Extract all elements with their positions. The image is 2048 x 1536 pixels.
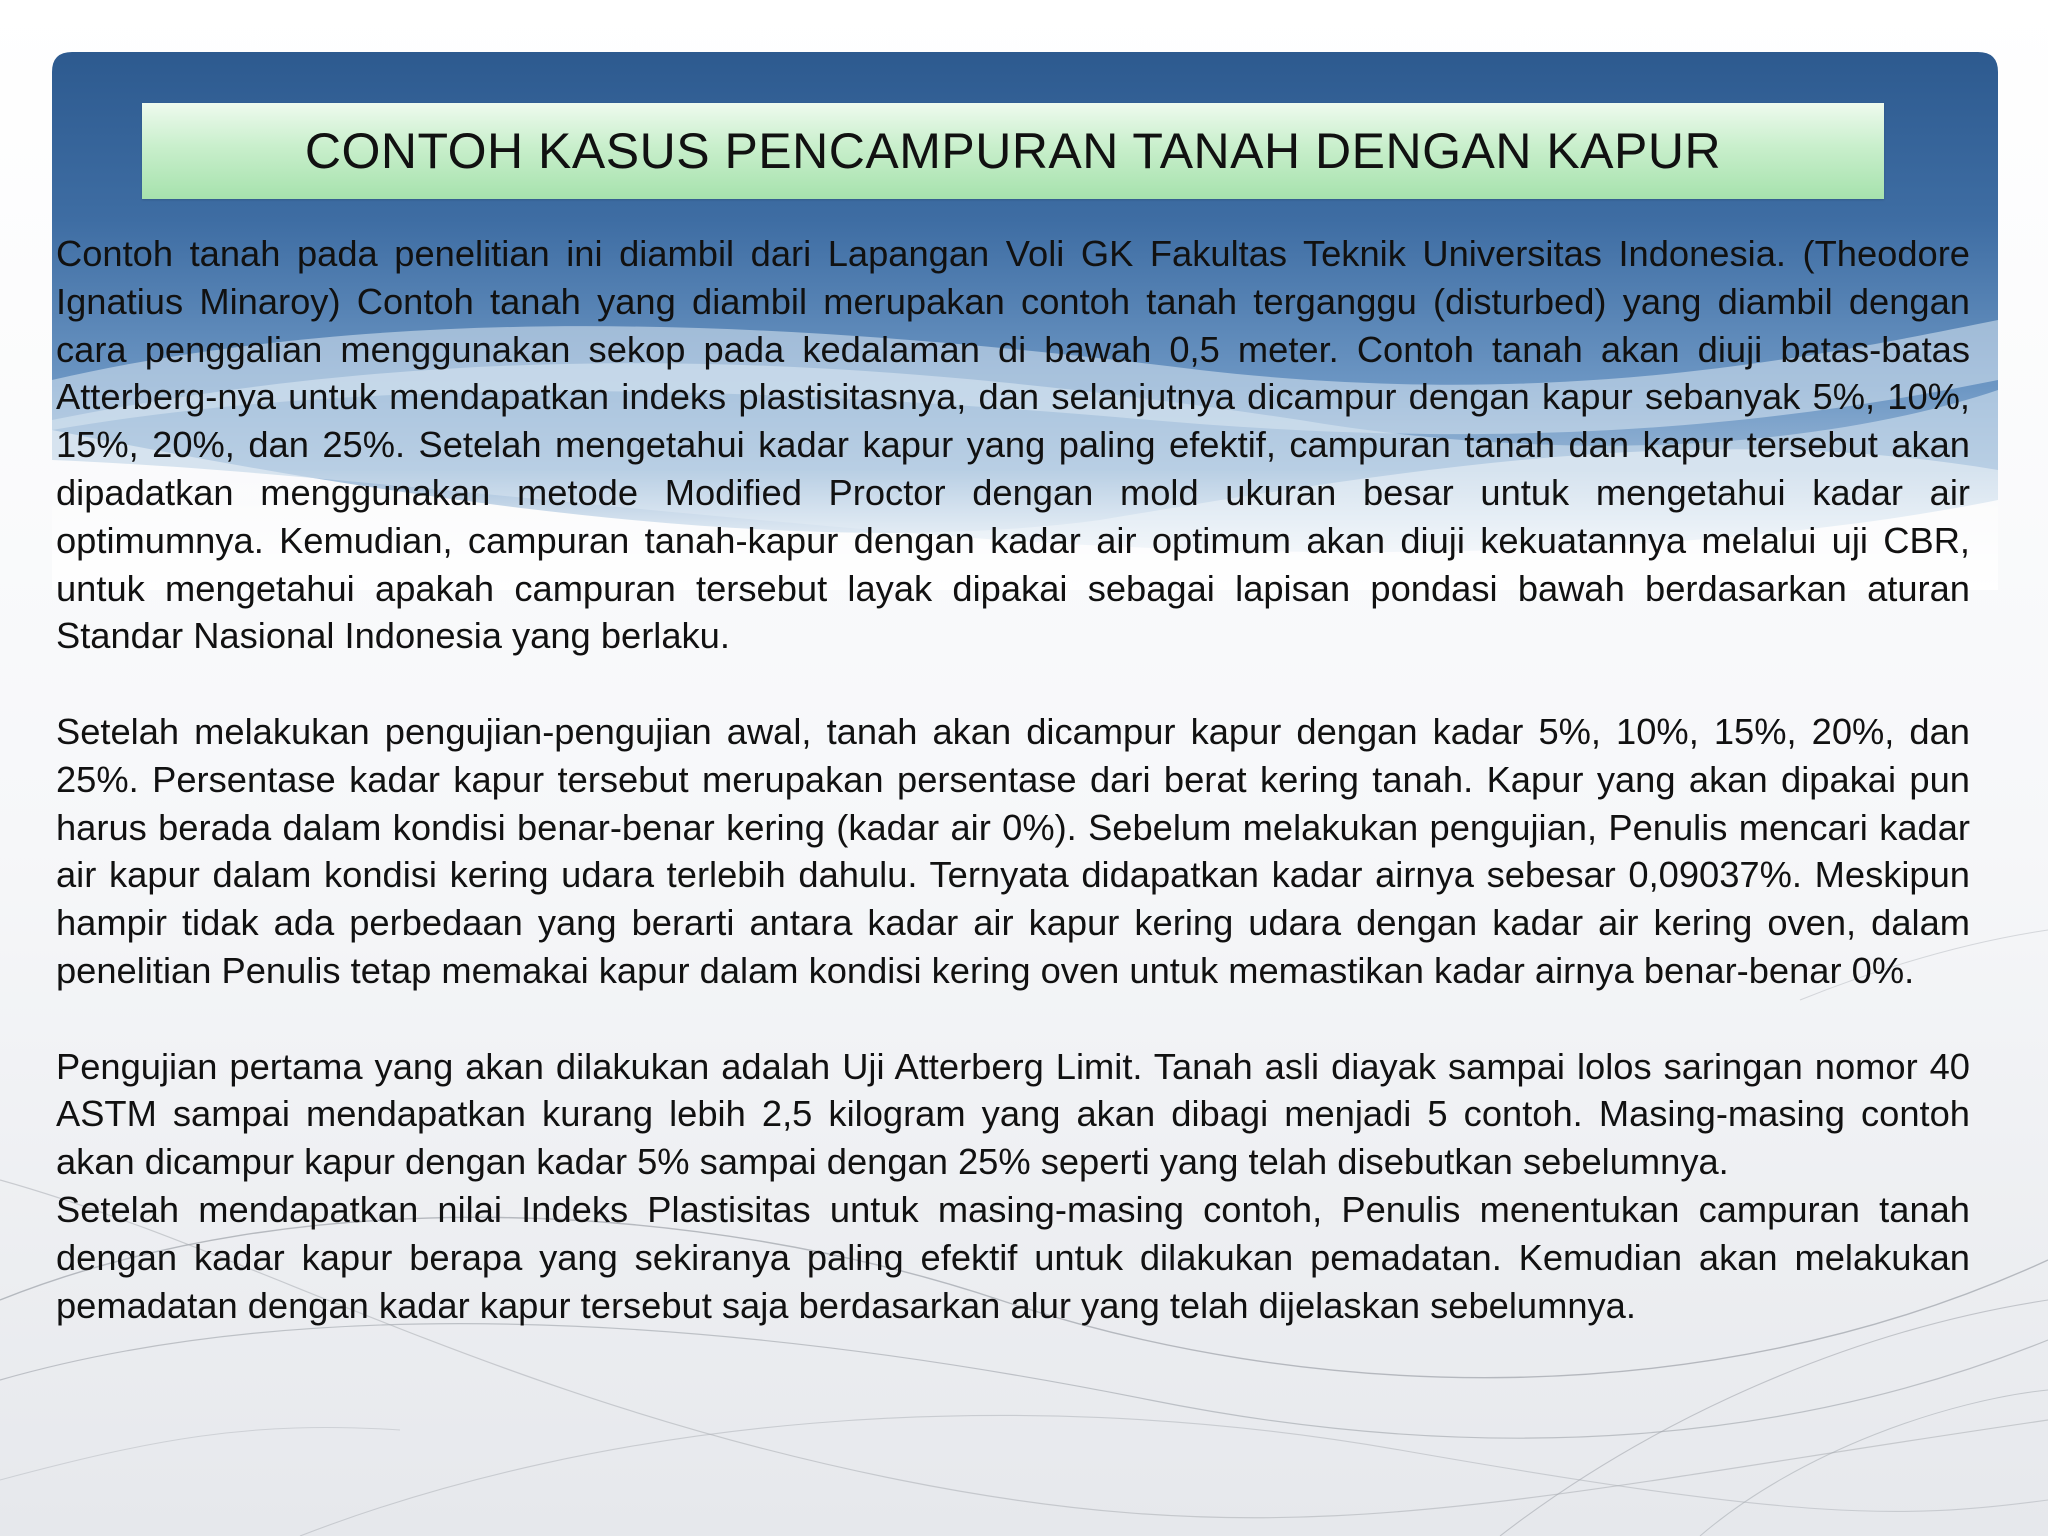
paragraph-gap xyxy=(56,660,1970,708)
paragraph-4: Setelah mendapatkan nilai Indeks Plastisitas untuk masing-masing contoh, Penulis menentukan campuran tanah dengan kadar kapur berapa yang sekiranya paling efektif untuk dilakukan pemadatan. Kemudian akan melakukan pemadatan dengan kadar kapur tersebut saja berdasarkan alur yang telah dijelaskan sebelumnya. xyxy=(56,1188,1970,1326)
slide-title: CONTOH KASUS PENCAMPURAN TANAH DENGAN KAPUR xyxy=(304,123,1722,179)
paragraph-2: Setelah melakukan pengujian-pengujian awal, tanah akan dicampur kapur dengan kadar 5%, 10%, 15%, 20%, dan 25%. Persentase kadar kapur tersebut merupakan persentase dari berat kering tanah. Kapur yang akan dipakai pun harus berada dalam kondisi benar-benar kering (kadar air 0%). Sebelum melakukan pengujian, Penulis mencari kadar air kapur dalam kondisi kering udara terlebih dahulu. Ternyata didapatkan kadar airnya sebesar 0,09037%. Meskipun hampir tidak ada perbedaan yang berarti antara kadar air kapur kering udara dengan kadar air kering oven, dalam penelitian Penulis tetap memakai kapur dalam kondisi kering oven untuk memastikan kadar airnya benar-benar 0%. xyxy=(56,710,1970,991)
paragraph-3: Pengujian pertama yang akan dilakukan adalah Uji Atterberg Limit. Tanah asli diayak sampai lolos saringan nomor 40 ASTM sampai mendapatkan kurang lebih 2,5 kilogram yang akan dibagi menjadi 5 contoh. Masing-masing contoh akan dicampur kapur dengan kadar 5% sampai dengan 25% seperti yang telah disebutkan sebelumnya. xyxy=(56,1045,1970,1183)
body-text xyxy=(56,230,1970,1329)
paragraph-1: Contoh tanah pada penelitian ini diambil dari Lapangan Voli GK Fakultas Teknik Universitas Indonesia. (Theodore Ignatius Minaroy) Contoh tanah yang diambil merupakan contoh tanah terganggu (disturbed) yang diambil dengan cara penggalian menggunakan sekop pada kedalaman di bawah 0,5 meter. Contoh tanah akan diuji batas-batas Atterberg-nya untuk mendapatkan indeks plastisitasnya, dan selanjutnya dicampur dengan kapur sebanyak 5%, 10%, 15%, 20%, dan 25%. Setelah mengetahui kadar kapur yang paling efektif, campuran tanah dan kapur tersebut akan dipadatkan menggunakan metode Modified Proctor dengan mold ukuran besar untuk mengetahui kadar air optimumnya. Kemudian, campuran tanah-kapur dengan kadar air optimum akan diuji kekuatannya melalui uji CBR, untuk mengetahui apakah campuran tersebut layak dipakai sebagai lapisan pondasi bawah berdasarkan aturan Standar Nasional Indonesia yang berlaku. xyxy=(56,233,1970,657)
title-box xyxy=(142,103,1884,199)
paragraph-gap xyxy=(56,995,1970,1043)
